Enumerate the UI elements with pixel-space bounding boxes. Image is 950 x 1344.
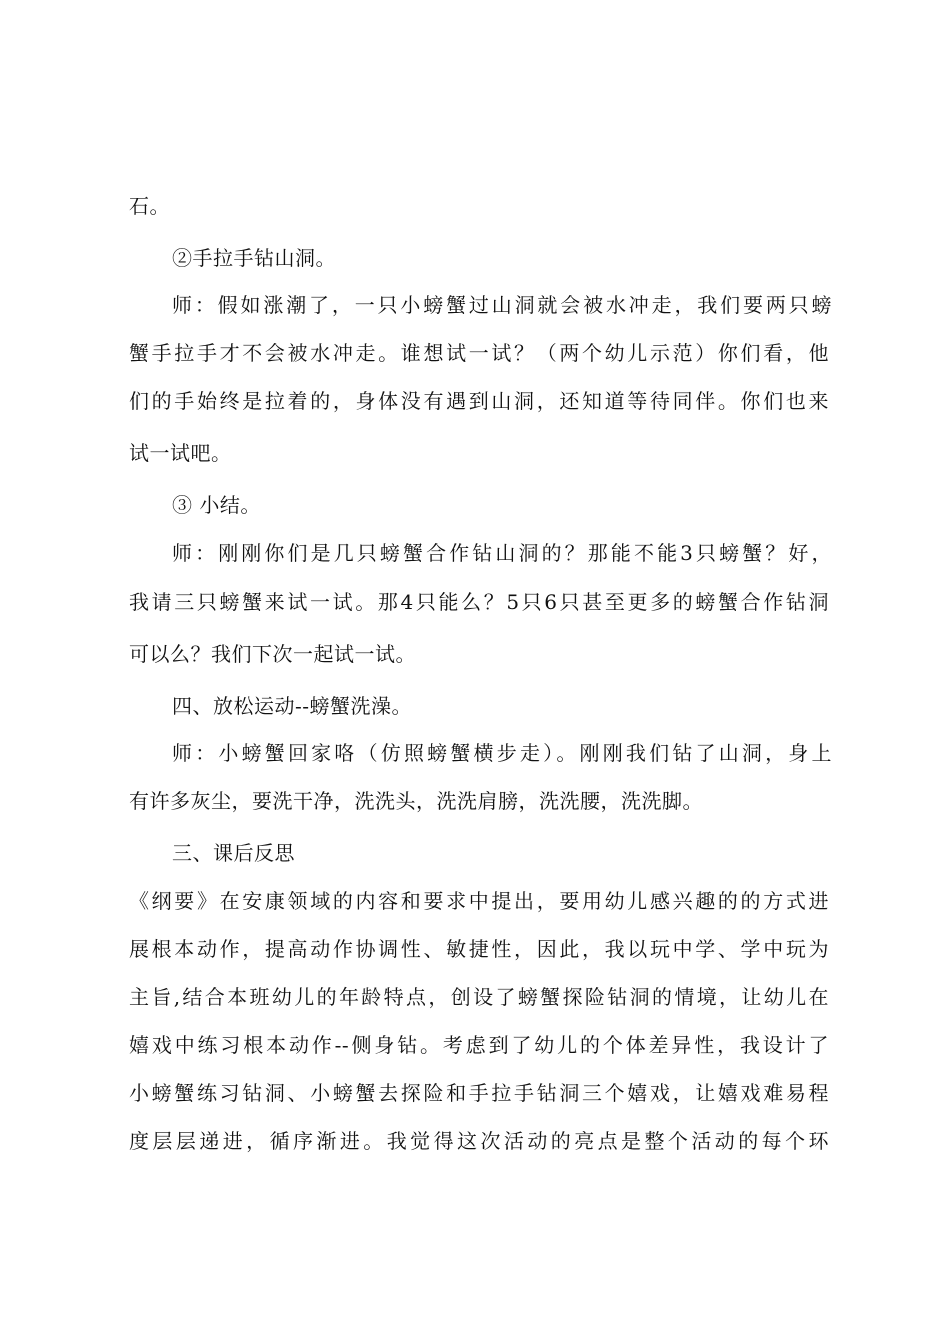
paragraph-line: 石。	[129, 194, 170, 218]
paragraph-line: 有许多灰尘，要洗干净，洗洗头，洗洗肩膀，洗洗腰，洗洗脚。	[129, 789, 703, 813]
paragraph-line: 度层层递进，循序渐进。我觉得这次活动的亮点是整个活动的每个环	[129, 1129, 829, 1153]
section-heading: 三、课后反思	[172, 841, 295, 865]
section-heading: 四、放松运动--螃蟹洗澡。	[172, 694, 413, 718]
paragraph-line: 主旨,结合本班幼儿的年龄特点，创设了螃蟹探险钻洞的情境，让幼儿在	[129, 985, 829, 1009]
section-item-heading: ③ 小结。	[172, 493, 261, 517]
section-item-heading: ②手拉手钻山洞。	[172, 246, 336, 270]
paragraph-line: 《纲要》在安康领域的内容和要求中提出，要用幼儿感兴趣的的方式进	[129, 889, 829, 913]
paragraph-line: 嬉戏中练习根本动作--侧身钻。考虑到了幼儿的个体差异性，我设计了	[129, 1033, 829, 1057]
paragraph-line: 展根本动作，提高动作协调性、敏捷性，因此，我以玩中学、学中玩为	[129, 937, 829, 961]
paragraph-line: 我请三只螃蟹来试一试。那4只能么？5只6只甚至更多的螃蟹合作钻洞	[129, 590, 829, 614]
paragraph-line: 可以么？我们下次一起试一试。	[129, 642, 416, 666]
paragraph-line: 试一试吧。	[129, 441, 232, 465]
paragraph-line: 师：假如涨潮了，一只小螃蟹过山洞就会被水冲走，我们要两只螃	[172, 293, 832, 317]
paragraph-line: 们的手始终是拉着的，身体没有遇到山洞，还知道等待同伴。你们也来	[129, 389, 829, 413]
paragraph-line: 师：刚刚你们是几只螃蟹合作钻山洞的？那能不能3只螃蟹？好，	[172, 541, 832, 565]
paragraph-line: 蟹手拉手才不会被水冲走。谁想试一试？（两个幼儿示范）你们看，他	[129, 341, 829, 365]
paragraph-line: 小螃蟹练习钻洞、小螃蟹去探险和手拉手钻洞三个嬉戏，让嬉戏难易程	[129, 1081, 829, 1105]
paragraph-line: 师：小螃蟹回家咯（仿照螃蟹横步走）。刚刚我们钻了山洞，身上	[172, 741, 832, 765]
